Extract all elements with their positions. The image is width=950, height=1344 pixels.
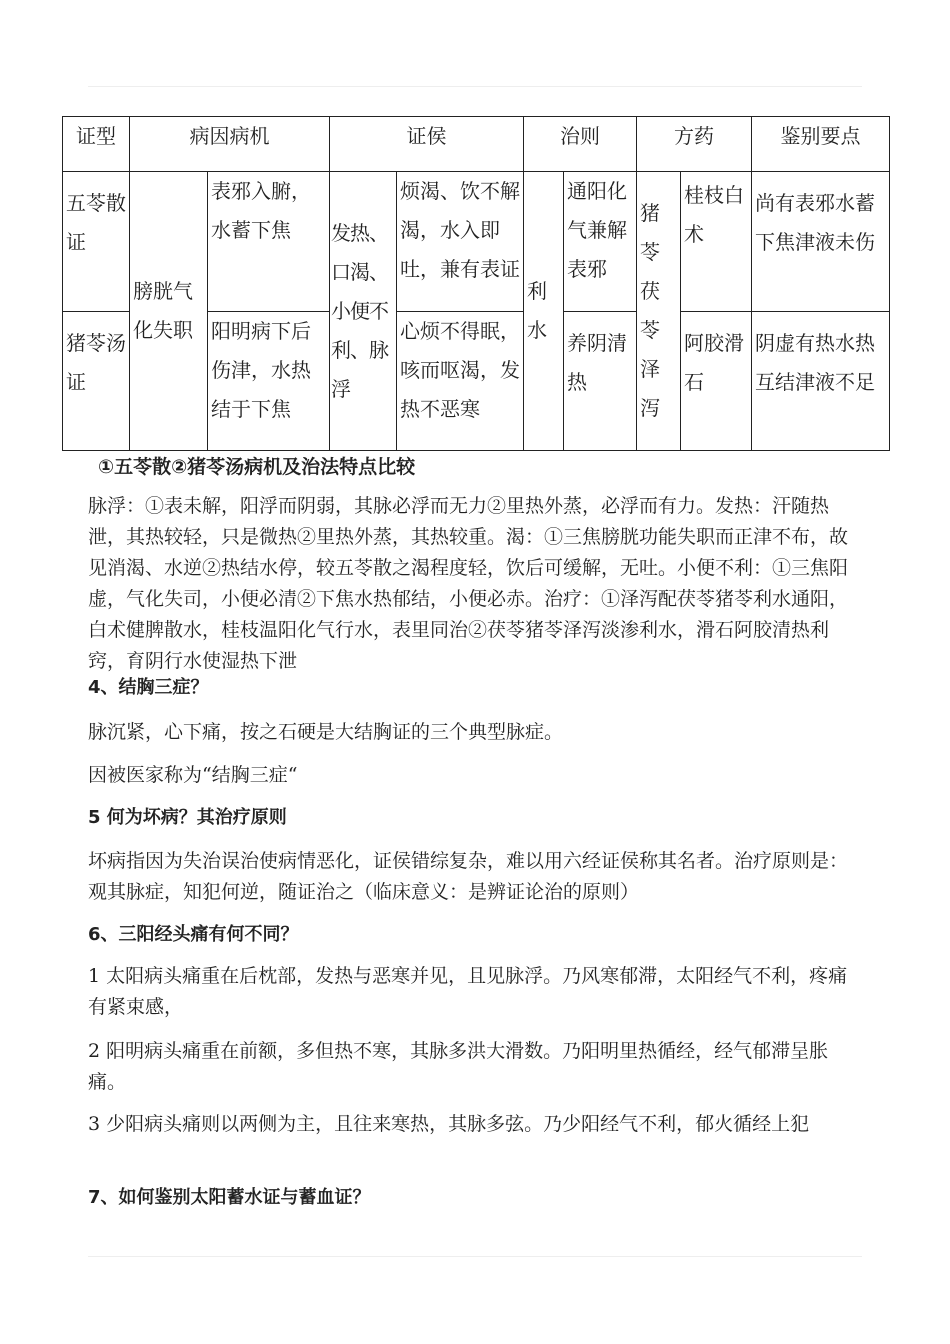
herbs-cell: 阿胶滑石: [681, 312, 752, 451]
question-4-title: 4、结胸三症？: [88, 677, 209, 698]
question-5-title: 5 何为坏病？其治疗原则: [88, 807, 287, 828]
table-header-row: [63, 117, 890, 172]
shared-cause-cell: 膀胱气化失职: [130, 172, 208, 451]
header-cell: 方药: [637, 117, 752, 172]
table-row-wuling: [63, 172, 890, 312]
pathogenesis-cell: 阳明病下后伤津，水热结于下焦: [208, 312, 330, 451]
header-cell: 证型: [63, 117, 130, 172]
symptoms-cell: 心烦不得眠，咳而呕渴，发热不恶寒: [397, 312, 524, 451]
header-cell: 证侯: [330, 117, 524, 172]
shared-treatment-cell: 利水: [524, 172, 564, 451]
question-5-paragraph: 坏病指因为失治误治使病情恶化，证侯错综复杂，难以用六经证侯称其名者。治疗原则是：观其脉症，知犯何逆，随证治之（临床意义：是辨证论治的原则）: [88, 850, 849, 903]
comparison-table: [62, 116, 890, 451]
bottom-divider: [88, 1256, 862, 1257]
pathogenesis-cell: 表邪入腑，水蓄下焦: [208, 172, 330, 312]
treatment-cell: 通阳化气兼解表邪: [564, 172, 637, 312]
question-6-paragraph-1: 1 太阳病头痛重在后枕部，发热与恶寒并见，且见脉浮。乃风寒郁滞，太阳经气不利，疼痛有紧束感，: [88, 965, 848, 1018]
comparison-paragraph: 脉浮：①表未解，阳浮而阴弱，其脉必浮而无力②里热外蒸，必浮而有力。发热：汗随热泄，其热较轻，只是微热②里热外蒸，其热较重。渴：①三焦膀胱功能失职而正津不布，故见消渴、水逆②热结水停，较五苓散之渴程度轻，饮后可缓解，无吐。小便不利：①三焦阳虚，气化失司，小便必清②下焦水热郁结，小便必赤。治疗：①泽泻配茯苓猪苓利水通阳，白术健脾散水，桂枝温阳化气行水，表里同治②茯苓猪苓泽泻淡渗利水，滑石阿胶清热利窍，育阴行水使湿热下泄: [88, 495, 849, 672]
shared-symptoms-cell: 发热、口渴、小便不利、脉浮: [330, 172, 397, 451]
header-cell: 病因病机: [130, 117, 330, 172]
differentiation-cell: 阴虚有热水热互结津液不足: [752, 312, 890, 451]
differentiation-cell: 尚有表邪水蓄下焦津液未伤: [752, 172, 890, 312]
question-7-title: 7、如何鉴别太阳蓄水证与蓄血证？: [88, 1187, 371, 1208]
syndrome-name: 五苓散证: [63, 172, 130, 312]
header-cell: 鉴别要点: [752, 117, 890, 172]
top-divider: [88, 86, 862, 87]
question-6-paragraph-2: 2 阳明病头痛重在前额，多但热不寒，其脉多洪大滑数。乃阳明里热循经，经气郁滞呈胀痛。: [88, 1040, 829, 1093]
question-4-paragraph-2: 因被医家称为“结胸三症“: [88, 764, 298, 786]
question-6-title: 6、三阳经头痛有何不同？: [88, 924, 299, 945]
syndrome-name: 猪苓汤证: [63, 312, 130, 451]
shared-herbs-cell: 猪苓茯苓泽泻: [637, 172, 681, 451]
herbs-cell: 桂枝白术: [681, 172, 752, 312]
table-caption: ①五苓散②猪苓汤病机及治法特点比较: [98, 456, 416, 478]
symptoms-cell: 烦渴、饮不解渴，水入即吐，兼有表证: [397, 172, 524, 312]
treatment-cell: 养阴清热: [564, 312, 637, 451]
header-cell: 治则: [524, 117, 637, 172]
question-6-paragraph-3: 3 少阳病头痛则以两侧为主，且往来寒热，其脉多弦。乃少阳经气不利，郁火循经上犯: [88, 1113, 810, 1135]
question-4-paragraph-1: 脉沉紧，心下痛，按之石硬是大结胸证的三个典型脉症。: [88, 721, 564, 743]
